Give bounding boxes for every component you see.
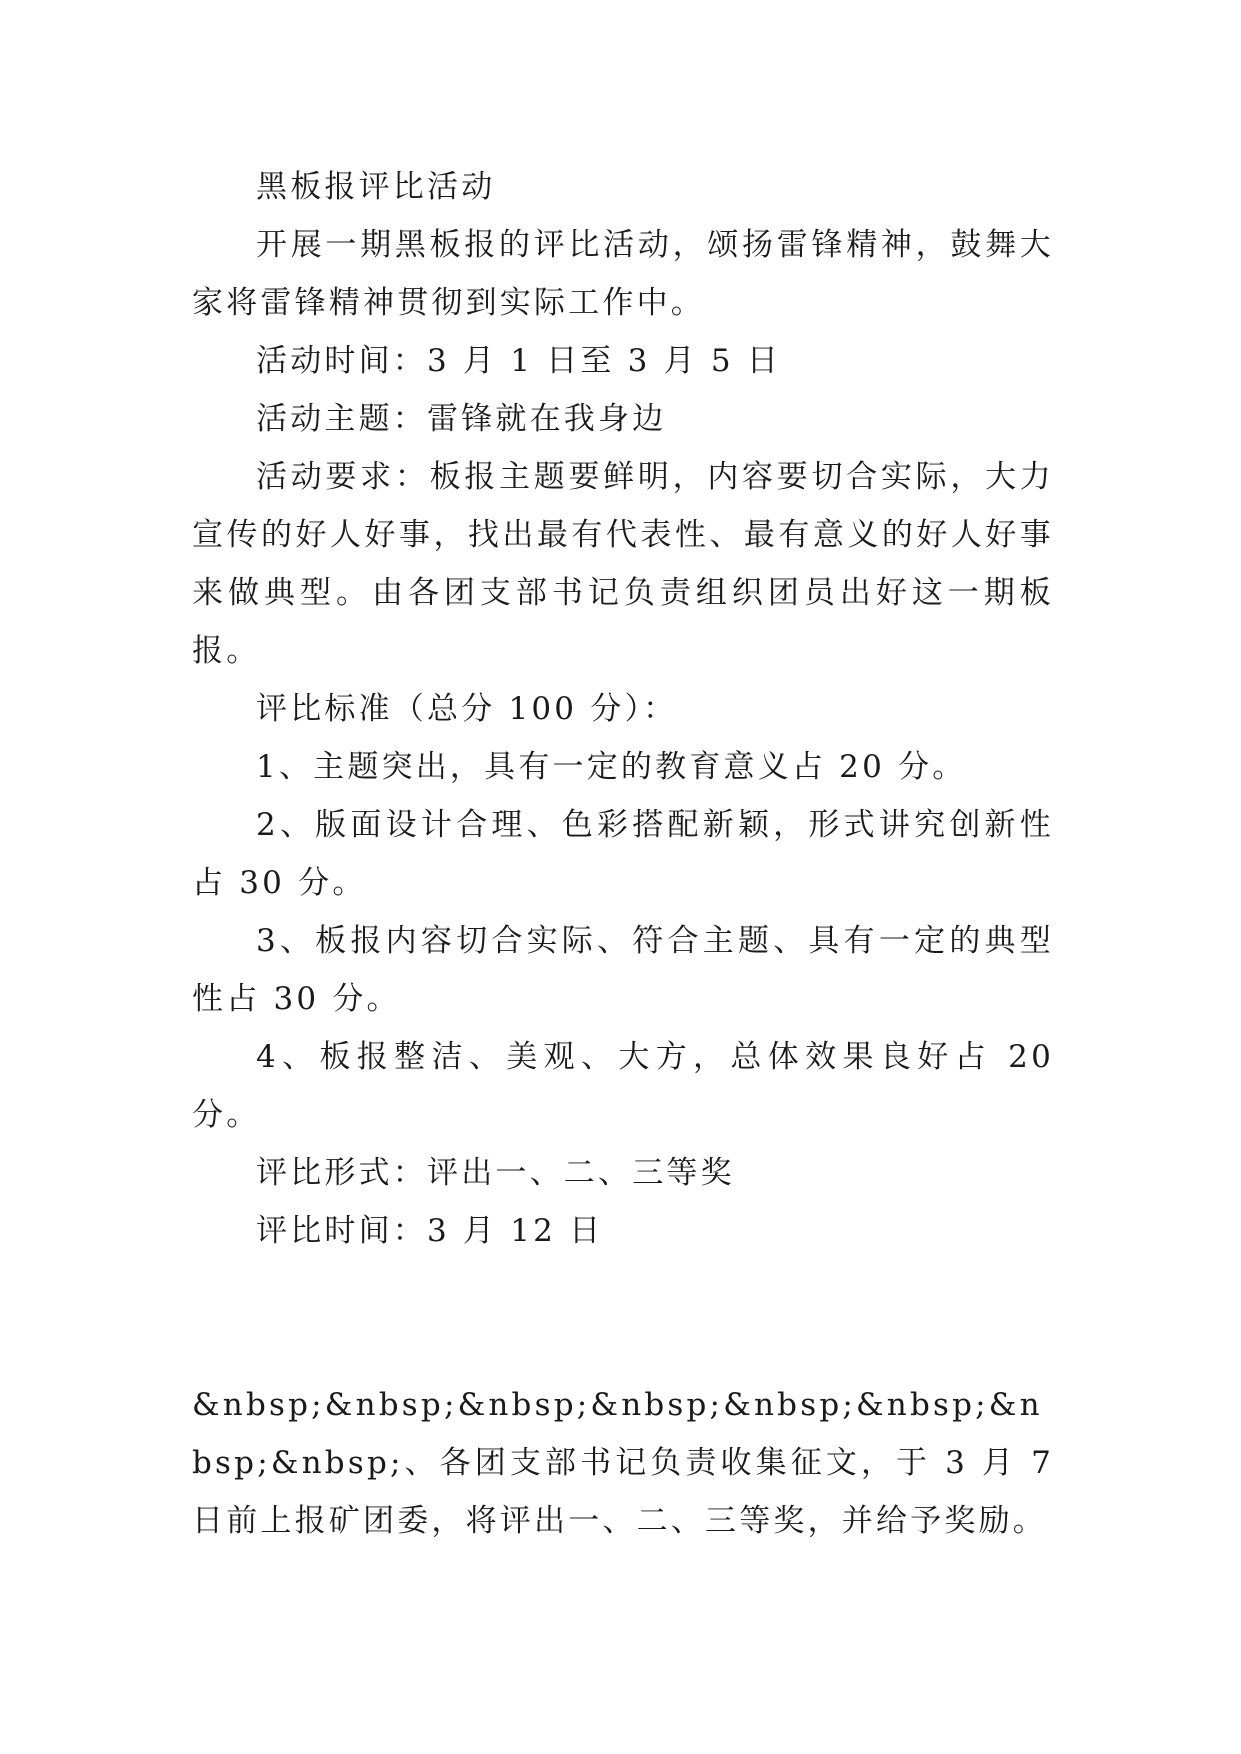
- paragraph-activity-time: 活动时间：3 月 1 日至 3 月 5 日: [256, 343, 782, 379]
- paragraph-award-format: 评比形式：评出一、二、三等奖: [256, 1155, 735, 1191]
- paragraph-intro: 开展一期黑板报的评比活动，颂扬雷锋精神，鼓舞大家将雷锋精神贯彻到实际工作中。: [192, 227, 1054, 321]
- document-title: 黑板报评比活动: [256, 169, 496, 205]
- paragraph-criterion-3: 3、板报内容切合实际、符合主题、具有一定的典型性占 30 分。: [192, 923, 1054, 1017]
- paragraph-criterion-4: 4、板报整洁、美观、大方，总体效果良好占 20 分。: [192, 1039, 1054, 1133]
- document-body: [192, 158, 1054, 1260]
- document-tail: [192, 1376, 1054, 1550]
- paragraph-activity-theme: 活动主题：雷锋就在我身边: [256, 401, 667, 437]
- paragraph-evaluation-time: 评比时间：3 月 12 日: [256, 1213, 604, 1249]
- paragraph-criterion-2: 2、版面设计合理、色彩搭配新颖，形式讲究创新性占 30 分。: [192, 807, 1054, 901]
- paragraph-criterion-1: 1、主题突出，具有一定的教育意义占 20 分。: [256, 749, 967, 785]
- paragraph-tail: &nbsp;&nbsp;&nbsp;&nbsp;&nbsp;&nbsp;&nbsp;&nbsp;、各团支部书记负责收集征文，于 3 月 7 日前上报矿团委，将评出一、二、三等奖，并给予奖励。: [192, 1387, 1054, 1539]
- paragraph-scoring-standard: 评比标准（总分 100 分）：: [256, 691, 678, 727]
- paragraph-activity-requirements: 活动要求：板报主题要鲜明，内容要切合实际，大力宣传的好人好事，找出最有代表性、最有意义的好人好事来做典型。由各团支部书记负责组织团员出好这一期板报。: [192, 459, 1054, 669]
